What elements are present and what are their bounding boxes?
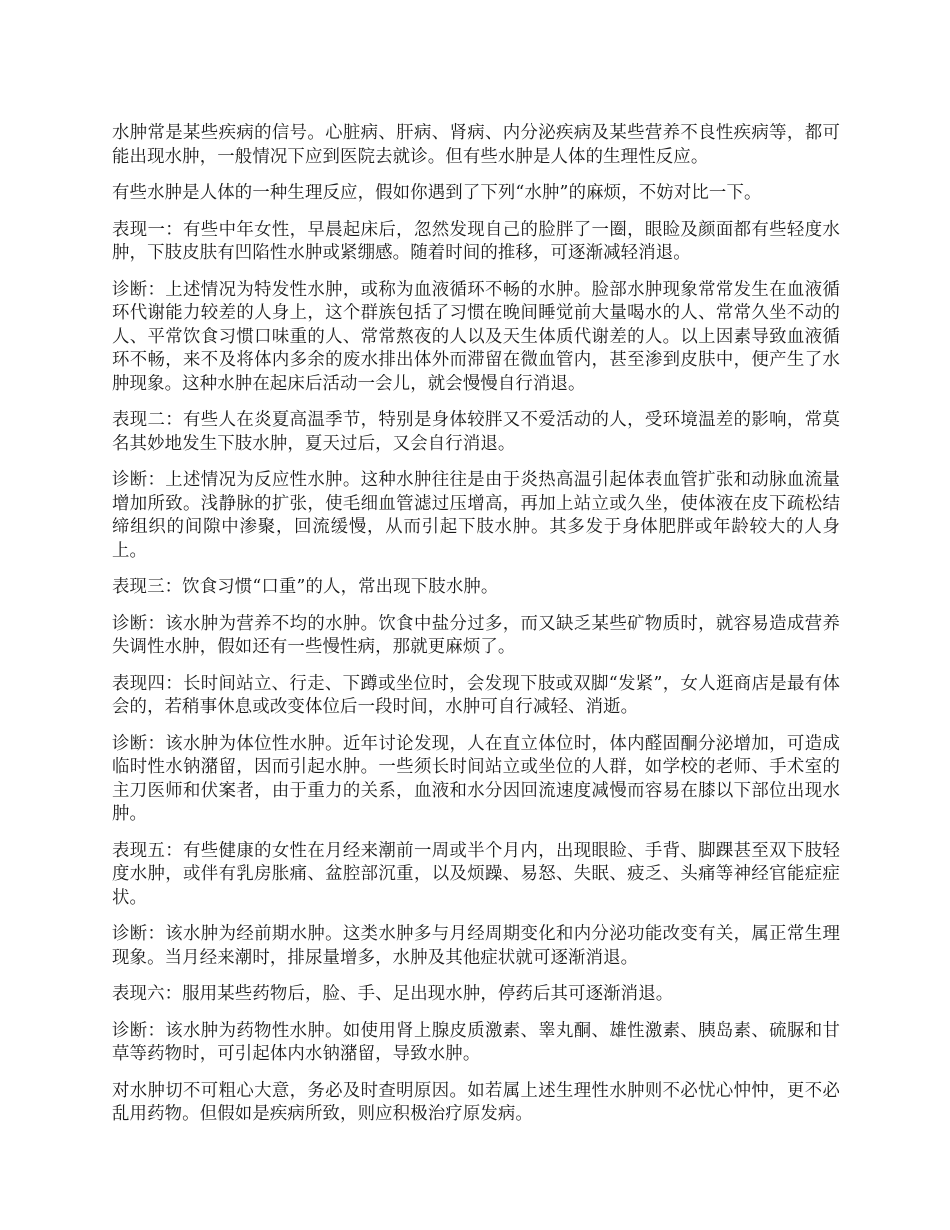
document-body: [112, 122, 840, 1140]
paragraph-diagnosis-5: 诊断：该水肿为经前期水肿。这类水肿多与月经周期变化和内分泌功能改变有关，属正常生理现象。当月经来潮时，排尿量增多，水肿及其他症状就可逐渐消退。: [112, 924, 840, 968]
paragraph-diagnosis-6: 诊断：该水肿为药物性水肿。如使用肾上腺皮质激素、睾丸酮、雄性激素、胰岛素、硫脲和甘草等药物时，可引起体内水钠潴留，导致水肿。: [112, 1020, 840, 1064]
paragraph-intro: 水肿常是某些疾病的信号。心脏病、肝病、肾病、内分泌疾病及某些营养不良性疾病等，都可能出现水肿，一般情况下应到医院去就诊。但有些水肿是人体的生理性反应。: [112, 123, 840, 167]
paragraph-symptom-6: 表现六：服用某些药物后，脸、手、足出现水肿，停药后其可逐渐消退。: [112, 984, 674, 1004]
paragraph-symptom-4: 表现四：长时间站立、行走、下蹲或坐位时，会发现下肢或双脚“发紧”，女人逛商店是最有体会的，若稍事休息或改变体位后一段时间，水肿可自行减轻、消逝。: [112, 673, 840, 717]
paragraph-symptom-3: 表现三：饮食习惯“口重”的人，常出现下肢水肿。: [112, 577, 499, 597]
paragraph-diagnosis-1: 诊断：上述情况为特发性水肿，或称为血液循环不畅的水肿。脸部水肿现象常常发生在血液循环代谢能力较差的人身上，这个群族包括了习惯在晚间睡觉前大量喝水的人、常常久坐不动的人、平常饮食习惯口味重的人、常常熬夜的人以及天生体质代谢差的人。以上因素导致血液循环不畅，来不及将体内多余的废水排出体外而滞留在微血管内，甚至渗到皮肤中，便产生了水肿现象。这种水肿在起床后活动一会儿，就会慢慢自行消退。: [112, 279, 840, 394]
paragraph-symptom-1: 表现一：有些中年女性，早晨起床后，忽然发现自己的脸胖了一圈，眼睑及颜面都有些轻度水肿，下肢皮肤有凹陷性水肿或紧绷感。随着时间的推移，可逐渐减轻消退。: [112, 219, 840, 263]
paragraph-symptom-5: 表现五：有些健康的女性在月经来潮前一周或半个月内，出现眼睑、手背、脚踝甚至双下肢轻度水肿，或伴有乳房胀痛、盆腔部沉重，以及烦躁、易怒、失眠、疲乏、头痛等神经官能症症状。: [112, 840, 840, 908]
paragraph-diagnosis-3: 诊断：该水肿为营养不均的水肿。饮食中盐分过多，而又缺乏某些矿物质时，就容易造成营养失调性水肿，假如还有一些慢性病，那就更麻烦了。: [112, 613, 840, 657]
paragraph-conclusion: 对水肿切不可粗心大意，务必及时查明原因。如若属上述生理性水肿则不必忧心忡忡，更不必乱用药物。但假如是疾病所致，则应积极治疗原发病。: [112, 1080, 840, 1124]
paragraph-lead: 有些水肿是人体的一种生理反应，假如你遇到了下列“水肿”的麻烦，不妨对比一下。: [112, 183, 762, 203]
paragraph-diagnosis-4: 诊断：该水肿为体位性水肿。近年讨论发现，人在直立体位时，体内醛固酮分泌增加，可造成临时性水钠潴留，因而引起水肿。一些须长时间站立或坐位的人群，如学校的老师、手术室的主刀医师和伏案者，由于重力的关系，血液和水分因回流速度减慢而容易在膝以下部位出现水肿。: [112, 733, 840, 824]
paragraph-diagnosis-2: 诊断：上述情况为反应性水肿。这种水肿往往是由于炎热高温引起体表血管扩张和动脉血流量增加所致。浅静脉的扩张，使毛细血管滤过压增高，再加上站立或久坐，使体液在皮下疏松结缔组织的间隙中渗聚，回流缓慢，从而引起下肢水肿。其多发于身体肥胖或年龄较大的人身上。: [112, 470, 840, 561]
paragraph-symptom-2: 表现二：有些人在炎夏高温季节，特别是身体较胖又不爱活动的人，受环境温差的影响，常莫名其妙地发生下肢水肿，夏天过后，又会自行消退。: [112, 410, 840, 454]
